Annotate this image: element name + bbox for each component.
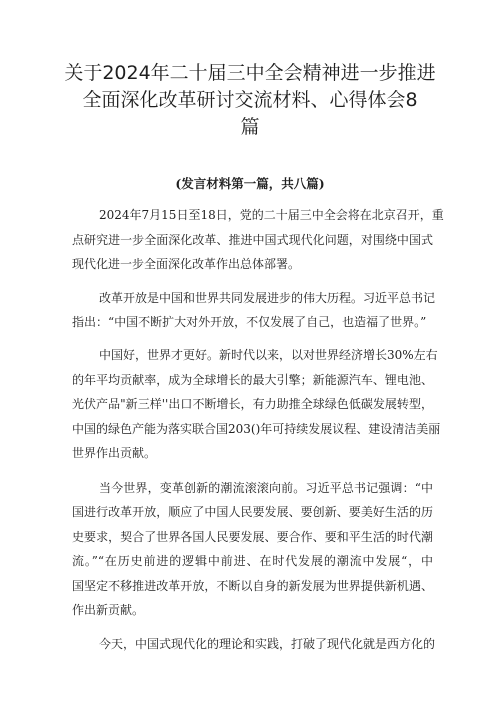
paragraph-3-line-2: 的年平均贡献率，成为全球增长的最大引擎；新能源汽车、锂电池、 (72, 373, 433, 387)
paragraph-4-line-2: 国进行改革开放，顺应了中国人民要发展、要创新、要美好生活的历 (72, 505, 433, 519)
paragraph-5-line-1: 今天，中国式现代化的理论和实践，打破了现代化就是西方化的 (99, 637, 436, 651)
paragraph-4-line-1: 当今世界，变革创新的潮流滚滚向前。习近平总书记强调：“中 (99, 481, 433, 495)
title-line-1: 关于2024年二十届三中全会精神进一步推进 (64, 62, 436, 84)
paragraph-4-line-6: 作出新贡献。 (72, 603, 145, 617)
paragraph-1-line-2: 点研究进一步全面深化改革、推进中国式现代化问题，对围绕中国式 (72, 233, 433, 247)
paragraph-1-line-1: 2024年7月15日至18日，党的二十届三中全会将在北京召开，重 (99, 208, 444, 222)
paragraph-3-line-5: 世界作出贡献。 (72, 446, 157, 460)
title-line-2: 全面深化改革研讨交流材料、心得体会8 (82, 89, 418, 111)
paragraph-4-line-5: 国坚定不移推进改革开放，不断以自身的新发展为世界提供新机遇、 (72, 579, 433, 593)
paragraph-3-line-3: 光伏产品"新三样''出口不断增长，有力助推全球绿色低碳发展转型， (72, 397, 433, 411)
subtitle: (发言材料第一篇，共八篇) (175, 176, 325, 191)
paragraph-4-line-3: 史要求，契合了世界各国人民要发展、要合作、要和平生活的时代潮 (72, 530, 433, 544)
paragraph-3-line-1: 中国好，世界才更好。新时代以来，以对世界经济增长30%左右 (99, 348, 438, 362)
title-line-3: 篇 (240, 116, 260, 138)
paragraph-4-line-4: 流。”“在历史前进的逻辑中前进、在时代发展的潮流中发展“，中 (72, 554, 433, 568)
paragraph-2-line-1: 改革开放是中国和世界共同发展进步的伟大历程。习近平总书记 (99, 291, 436, 305)
paragraph-1-line-3: 现代化进一步全面深化改革作出总体部署。 (72, 257, 301, 271)
paragraph-3-line-4: 中国的绿色产能为落实联合国203()年可持续发展议程、建设清洁美丽 (72, 422, 441, 436)
paragraph-2-line-2: 指出：“中国不断扩大对外开放，不仅发展了自己，也造福了世界。” (72, 315, 427, 329)
